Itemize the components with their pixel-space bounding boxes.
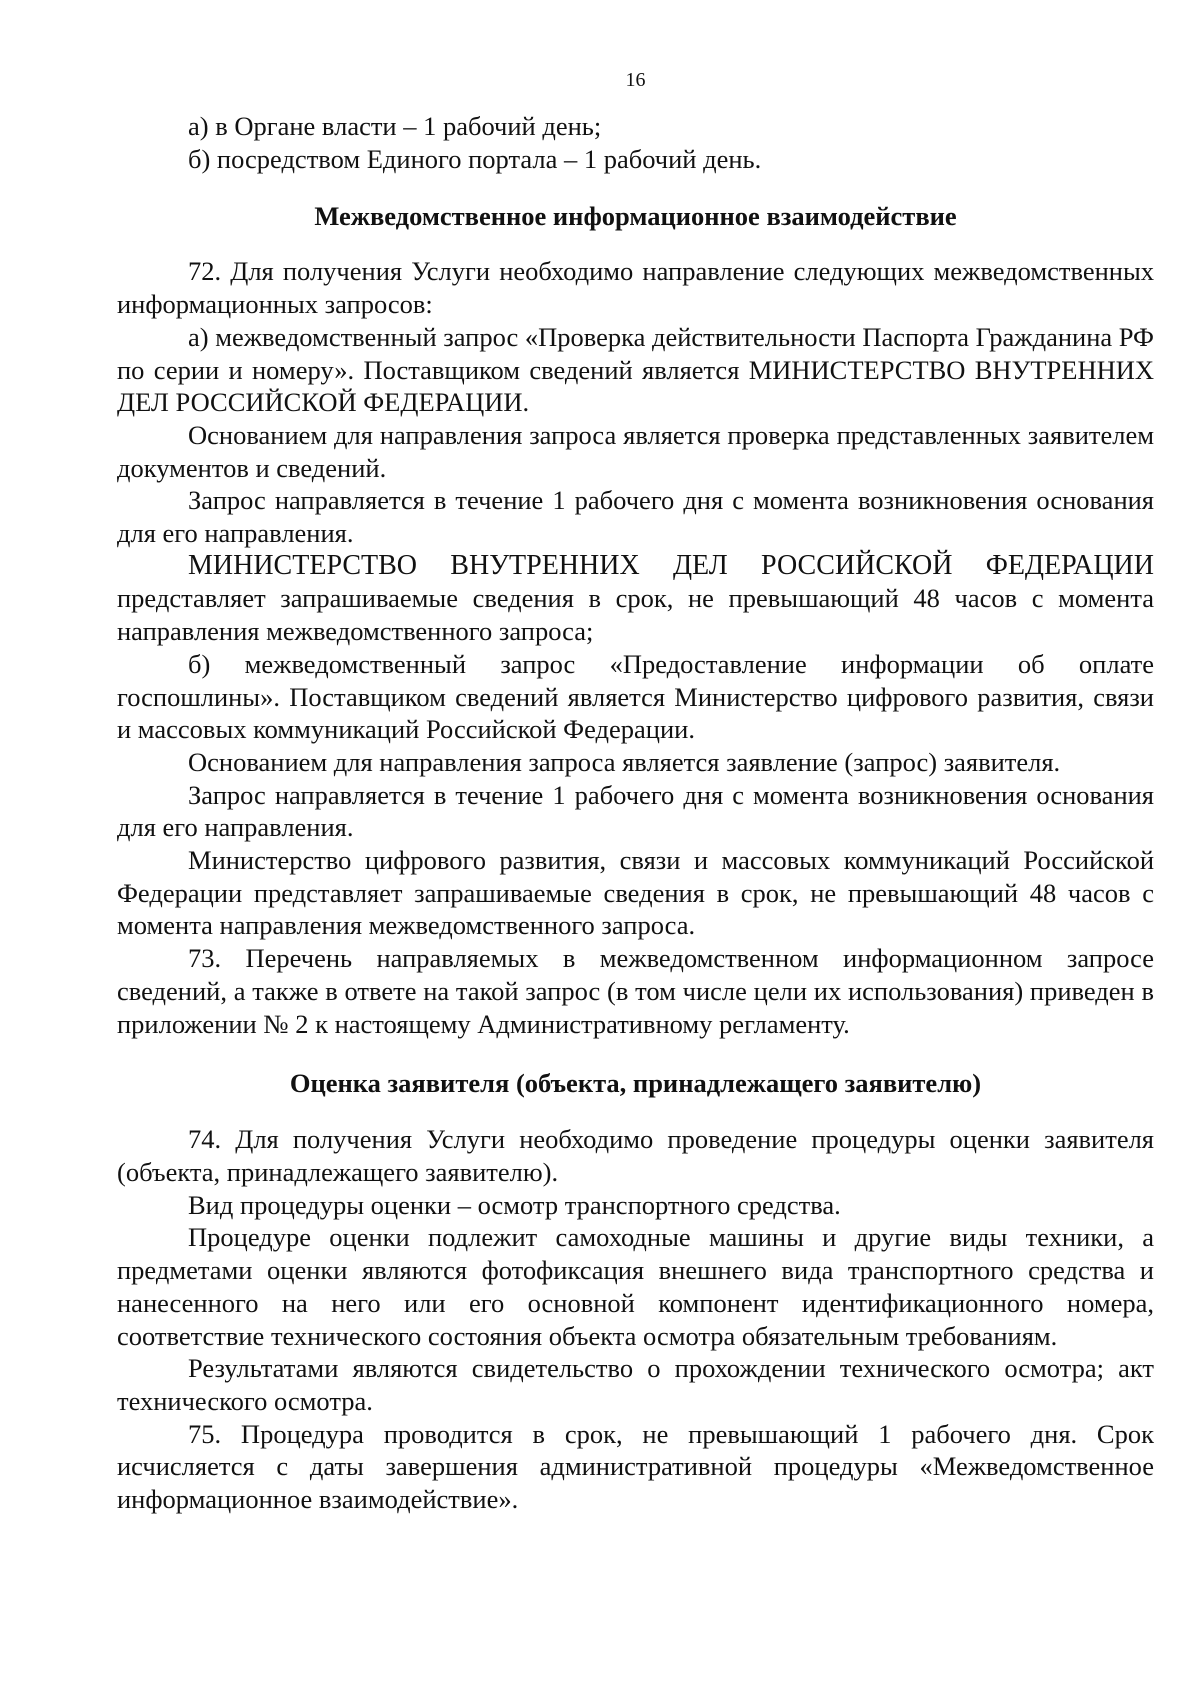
paragraph-72a: а) межведомственный запрос «Проверка действительности Паспорта Гражданина РФ по серии и номеру». Поставщиком сведений является МИНИСТЕРСТВО ВНУТРЕННИХ ДЕЛ РОССИЙСКОЙ ФЕДЕРАЦИИ. [117,321,1154,418]
paragraph-72a-term: Запрос направляется в течение 1 рабочего дня с момента возникновения основания для его направления. [117,485,1154,549]
paragraph-72b-basis: Основанием для направления запроса является заявление (запрос) заявителя. [188,746,1061,777]
paragraph-72a-basis: Основанием для направления запроса является проверка представленных заявителем документов и сведений. [117,419,1154,483]
paragraph-72: 72. Для получения Услуги необходимо направление следующих межведомственных информационных запросов: [117,256,1154,320]
section-heading-assessment: Оценка заявителя (объекта, принадлежащего заявителю) [289,1068,982,1099]
paragraph-72a-mvd-rest: представляет запрашиваемые сведения в срок, не превышающий 48 часов с момента направления межведомственного запроса; [117,583,1154,647]
paragraph-72b-term: Запрос направляется в течение 1 рабочего дня с момента возникновения основания для его направления. [117,779,1154,843]
term-item-authority: а) в Органе власти – 1 рабочий день; [188,111,602,141]
paragraph-74-results: Результатами являются свидетельство о прохождении технического осмотра; акт технического осмотра. [117,1353,1154,1416]
paragraph-74-subject: Процедуре оценки подлежит самоходные машины и другие виды техники, а предметами оценки являются фотофиксация внешнего вида транспортного средства и нанесенного на него или его основной компонент идентификационного номера, соответствие технического состояния объекта осмотра обязательным требованиям. [117,1222,1154,1351]
paragraph-74: 74. Для получения Услуги необходимо проведение процедуры оценки заявителя (объекта, принадлежащего заявителю). [117,1124,1154,1187]
paragraph-74-type: Вид процедуры оценки – осмотр транспортного средства. [188,1189,841,1220]
document-page [117,68,1154,1516]
paragraph-72b: б) межведомственный запрос «Предоставление информации об оплате госпошлины». Поставщиком сведений является Министерство цифрового развития, связи и массовых коммуникаций Российской Федерации. [117,648,1154,745]
term-item-portal: б) посредством Единого портала – 1 рабочий день. [188,143,762,174]
page-number: 16 [625,69,646,91]
paragraph-75: 75. Процедура проводится в срок, не превышающий 1 рабочего дня. Срок исчисляется с даты завершения административной процедуры «Межведомственное информационное взаимодействие». [117,1418,1154,1515]
section-heading-interagency: Межведомственное информационное взаимодействие [314,201,957,232]
paragraph-72a-mvd-caps: МИНИСТЕРСТВО ВНУТРЕННИХ ДЕЛ РОССИЙСКОЙ ФЕДЕРАЦИИ [188,549,1154,581]
paragraph-72b-ministry: Министерство цифрового развития, связи и массовых коммуникаций Российской Федерации представляет запрашиваемые сведения в срок, не превышающий 48 часов с момента направления межведомственного запроса. [117,845,1154,941]
paragraph-73: 73. Перечень направляемых в межведомственном информационном запросе сведений, а также в ответе на такой запрос (в том числе цели их использования) приведен в приложении № 2 к настоящему Административному регламенту. [117,943,1154,1039]
